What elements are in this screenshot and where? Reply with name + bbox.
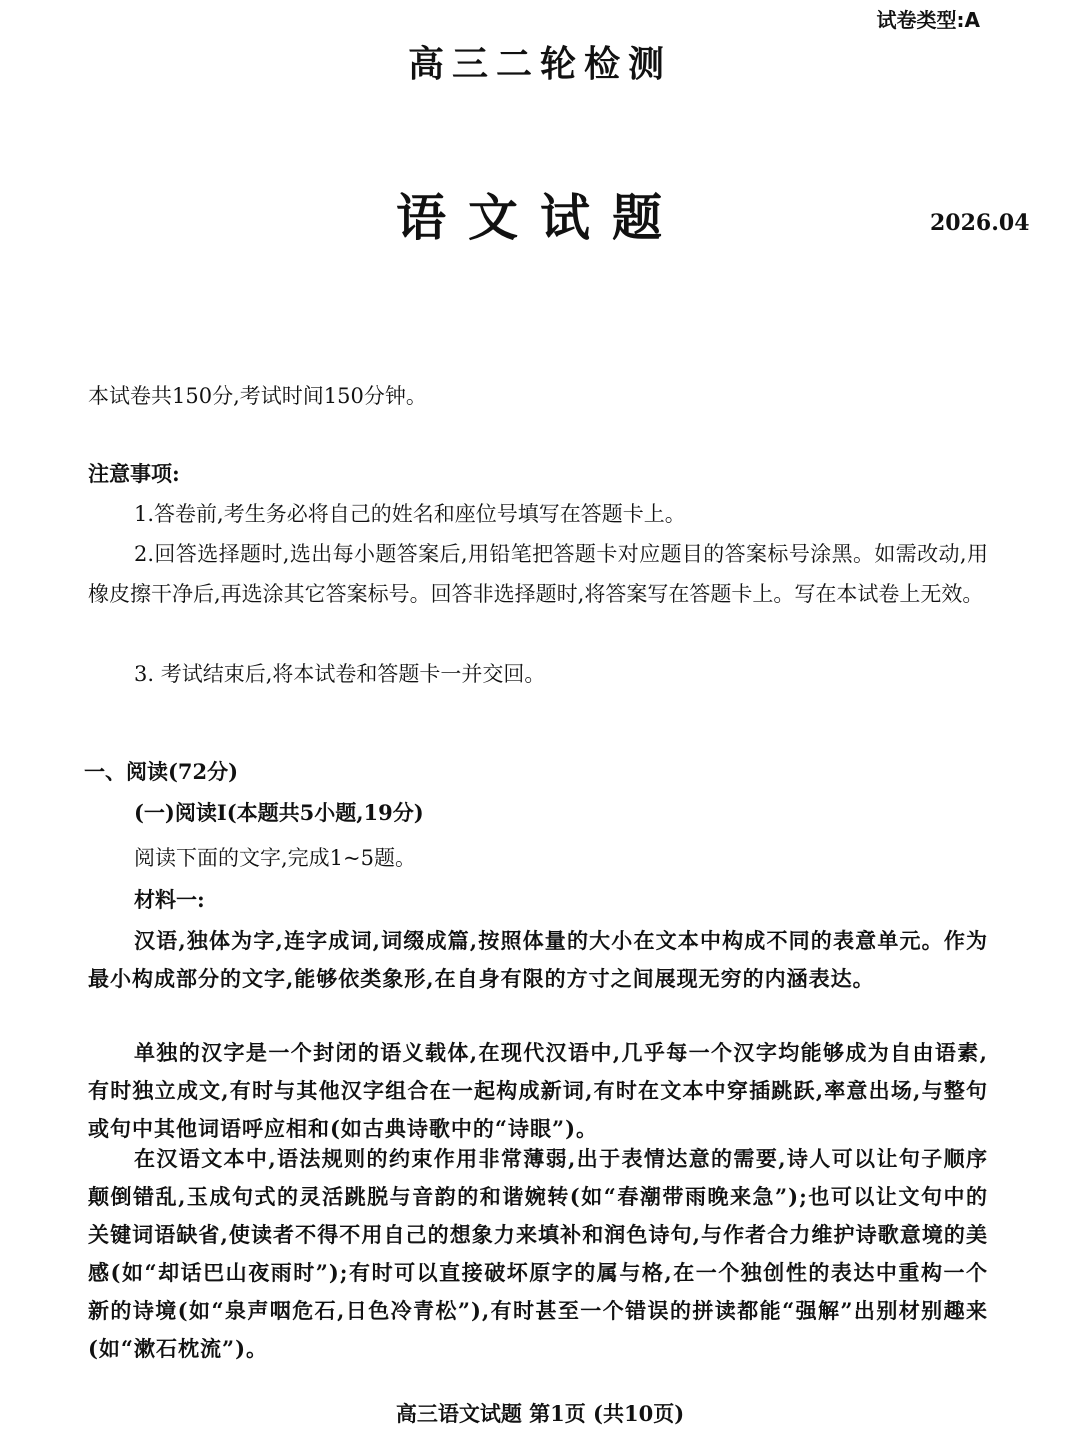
notes-item-3: 3. 考试结束后,将本试卷和答题卡一并交回。 bbox=[134, 662, 546, 686]
section-title: 一、阅读(72分) bbox=[84, 759, 239, 784]
material-paragraph-2: 单独的汉字是一个封闭的语义载体,在现代汉语中,几乎每一个汉字均能够成为自由语素,有时独立成文,有时与其他汉字组合在一起构成新词,有时在文本中穿插跳跃,率意出场,与整句或句中其他词语呼应相和(如古典诗歌中的“诗眼”)。 bbox=[88, 1040, 988, 1141]
exam-name: 高三二轮检测 bbox=[407, 43, 672, 85]
page-footer: 高三语文试题 第1页 (共10页) bbox=[395, 1401, 685, 1426]
notes-item-2: 2.回答选择题时,选出每小题答案后,用铅笔把答题卡对应题目的答案标号涂黑。如需改动,用橡皮擦干净后,再选涂其它答案标号。回答非选择题时,将答案写在答题卡上。写在本试卷上无效。 bbox=[88, 542, 988, 606]
exam-date: 2026.04 bbox=[930, 210, 1030, 236]
section-subtitle: (一)阅读Ⅰ(本题共5小题,19分) bbox=[134, 800, 424, 825]
material-paragraph-1: 汉语,独体为字,连字成词,词缀成篇,按照体量的大小在文本中构成不同的表意单元。作为最小构成部分的文字,能够依类象形,在自身有限的方寸之间展现无穷的内涵表达。 bbox=[88, 928, 988, 991]
section-instruction: 阅读下面的文字,完成1~5题。 bbox=[134, 846, 416, 870]
notes-item-1: 1.答卷前,考生务必将自己的姓名和座位号填写在答题卡上。 bbox=[134, 502, 686, 526]
subject-title: 语文试题 bbox=[396, 188, 684, 247]
notes-heading: 注意事项: bbox=[88, 461, 180, 486]
exam-intro: 本试卷共150分,考试时间150分钟。 bbox=[88, 384, 427, 408]
paper-type-label: 试卷类型:A bbox=[876, 8, 980, 32]
material-label: 材料一: bbox=[134, 887, 205, 912]
material-paragraph-3: 在汉语文本中,语法规则的约束作用非常薄弱,出于表情达意的需要,诗人可以让句子顺序颠倒错乱,玉成句式的灵活跳脱与音韵的和谐婉转(如“春潮带雨晚来急”);也可以让文句中的关键词语缺省,使读者不得不用自己的想象力来填补和润色诗句,与作者合力维护诗歌意境的美感(如“却话巴山夜雨时”);有时可以直接破坏原字的属与格,在一个独创性的表达中重构一个新的诗境(如“泉声咽危石,日色冷青松”),有时甚至一个错误的拼读都能“强解”出别材别趣来(如“漱石枕流”)。 bbox=[88, 1146, 988, 1361]
